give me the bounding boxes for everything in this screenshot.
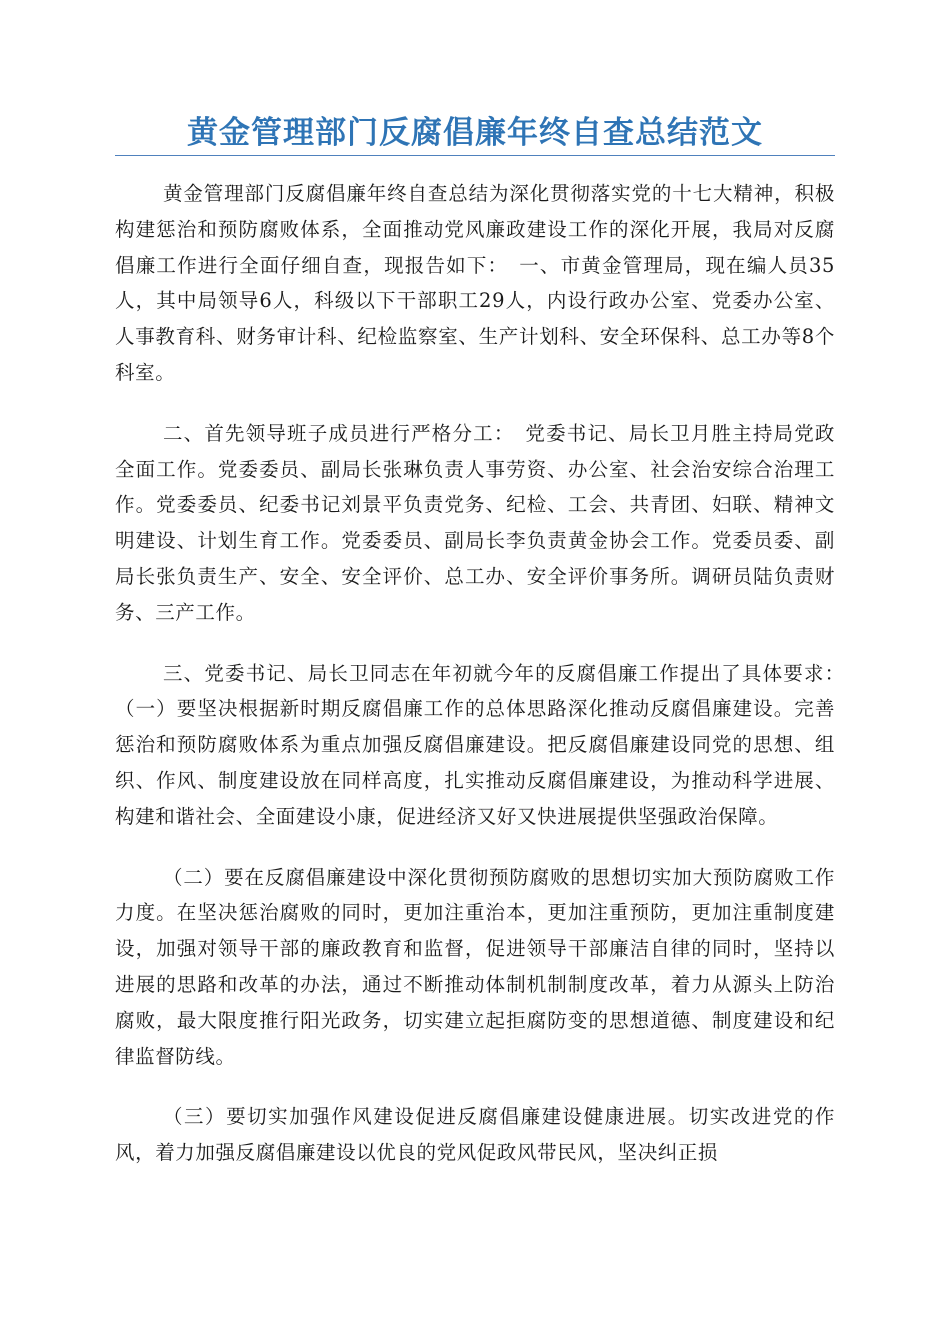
paragraph-2: 二、首先领导班子成员进行严格分工： 党委书记、局长卫月胜主持局党政全面工作。党委委员、副局长张琳负责人事劳资、办公室、社会治安综合治理工作。党委委员、纪委书记刘景平负责党务、纪检、工会、共青团、妇联、精神文明建设、计划生育工作。党委委员、副局长李负责黄金协会工作。党委员委、副局长张负责生产、安全、安全评价、总工办、安全评价事务所。调研员陆负责财务、三产工作。 bbox=[115, 421, 835, 624]
paragraph-1: 黄金管理部门反腐倡廉年终自查总结为深化贯彻落实党的十七大精神，积极构建惩治和预防腐败体系，全面推动党风廉政建设工作的深化开展，我局对反腐倡廉工作进行全面仔细自查，现报告如下： 一、市黄金管理局，现在编人员35人，其中局领导6人，科级以下干部职工29人，内设行政办公室、党委办公室、人事教育科、财务审计科、纪检监察室、生产计划科、安全环保科、总工办等8个科室。 bbox=[115, 182, 835, 384]
document-body bbox=[115, 176, 856, 1171]
paragraph-3: 三、党委书记、局长卫同志在年初就今年的反腐倡廉工作提出了具体要求： （一）要坚决根据新时期反腐倡廉工作的总体思路深化推动反腐倡廉建设。完善惩治和预防腐败体系为重点加强反腐倡廉建设。把反腐倡廉建设同党的思想、组织、作风、制度建设放在同样高度，扎实推动反腐倡廉建设，为推动科学进展、构建和谐社会、全面建设小康，促进经济又好又快进展提供坚强政治保障。 bbox=[115, 661, 856, 828]
paragraph-4: （二）要在反腐倡廉建设中深化贯彻预防腐败的思想切实加大预防腐败工作力度。在坚决惩治腐败的同时，更加注重治本，更加注重预防，更加注重制度建设，加强对领导干部的廉政教育和监督，促进领导干部廉洁自律的同时，坚持以进展的思路和改革的办法，通过不断推动体制机制制度改革，着力从源头上防治腐败，最大限度推行阳光政务，切实建立起拒腐防变的思想道德、制度建设和纪律监督防线。 bbox=[115, 865, 835, 1068]
document-title: 黄金管理部门反腐倡廉年终自查总结范文 bbox=[187, 115, 763, 151]
title-underline bbox=[115, 155, 835, 156]
paragraph-5: （三）要切实加强作风建设促进反腐倡廉建设健康进展。切实改进党的作风，着力加强反腐倡廉建设以优良的党风促政风带民风，坚决纠正损 bbox=[115, 1105, 835, 1165]
